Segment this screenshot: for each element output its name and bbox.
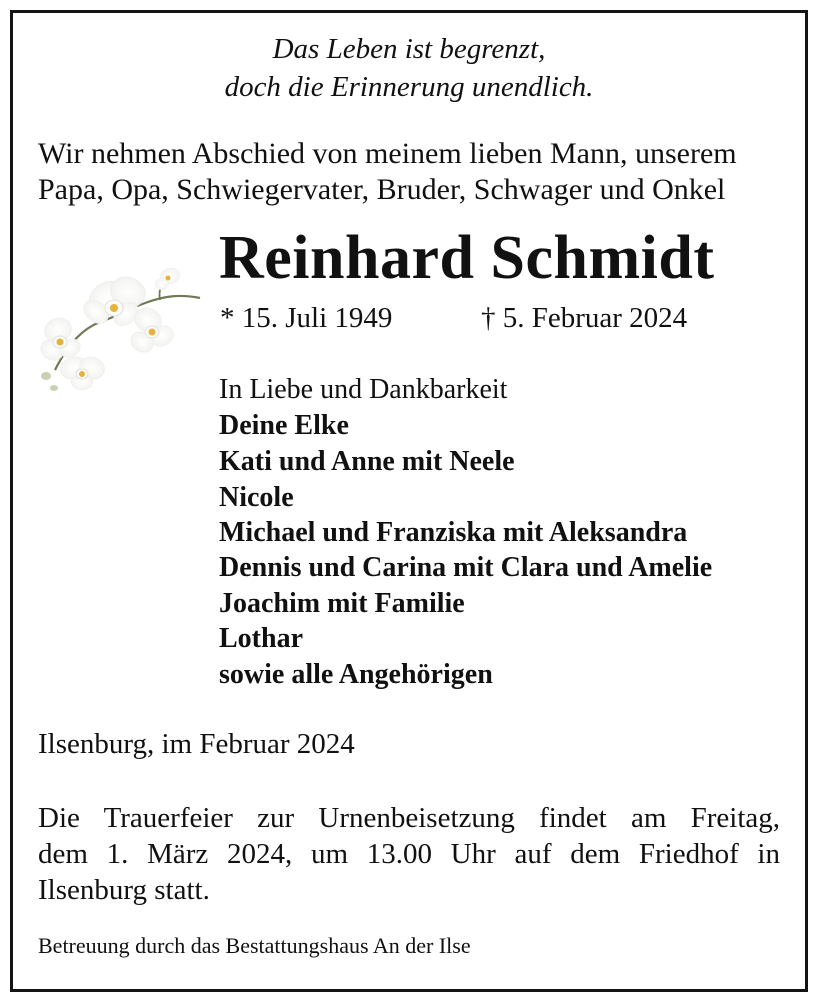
funeral-home-credit: Betreuung durch das Bestattungshaus An der Ilse: [38, 933, 471, 958]
quote-line-1: Das Leben ist begrenzt,: [272, 33, 546, 65]
ceremony-notice: [38, 800, 780, 908]
mourners-heading: In Liebe und Dankbarkeit: [219, 374, 508, 405]
deceased-name: Reinhard Schmidt: [219, 224, 715, 292]
mourner-name: Lothar: [219, 623, 303, 654]
intro-line-1: Wir nehmen Abschied von meinem lieben Mann, unserem: [38, 137, 737, 170]
ceremony-line-3: Ilsenburg statt.: [38, 874, 210, 906]
ceremony-line-1: Die Trauerfeier zur Urnenbeisetzung findet am Freitag,: [38, 802, 780, 834]
ceremony-line-2: dem 1. März 2024, um 13.00 Uhr auf dem Friedhof in: [38, 838, 780, 870]
white-orchid-icon: [30, 250, 206, 400]
mourner-name: Deine Elke: [219, 410, 349, 441]
intro-line-2: Papa, Opa, Schwiegervater, Bruder, Schwager und Onkel: [38, 173, 726, 206]
quote-line-2: doch die Erinnerung unendlich.: [224, 71, 594, 103]
mourner-name: Dennis und Carina mit Clara und Amelie: [219, 552, 713, 583]
mourner-name: Joachim mit Familie: [219, 588, 465, 619]
place-and-date: Ilsenburg, im Februar 2024: [38, 728, 355, 760]
death-date: † 5. Februar 2024: [481, 302, 688, 334]
birth-date: * 15. Juli 1949: [220, 302, 393, 334]
mourner-name: Michael und Franziska mit Aleksandra: [219, 517, 688, 548]
mourner-name: Kati und Anne mit Neele: [219, 446, 515, 477]
mourner-name: Nicole: [219, 482, 294, 513]
mourner-name: sowie alle Angehörigen: [219, 659, 493, 690]
